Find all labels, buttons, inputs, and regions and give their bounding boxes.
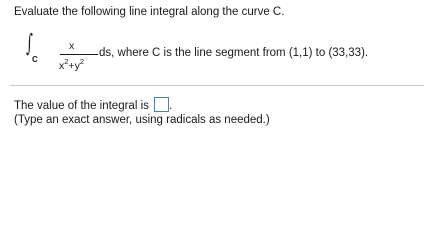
question-prompt: Evaluate the following line integral along the curve C. (14, 6, 285, 18)
answer-period: . (169, 100, 173, 112)
answer-instructions: (Type an exact answer, using radicals as needed.) (14, 114, 270, 126)
integral-description: ds, where C is the line segment from (1,1) to (33,33). (99, 47, 369, 59)
fraction-bar (60, 54, 98, 55)
exponent-x: 2 (64, 57, 69, 66)
integral-symbol: ∫ (26, 29, 33, 57)
integral-subscript: C (32, 55, 38, 64)
denominator-y: y (74, 60, 80, 72)
denominator-x: x (59, 60, 65, 72)
exponent-y: 2 (79, 57, 84, 66)
section-divider (10, 85, 424, 86)
fraction-denominator (59, 57, 84, 72)
answer-label: The value of the integral is (14, 100, 149, 112)
answer-line (14, 97, 172, 112)
answer-input[interactable] (154, 97, 169, 112)
integral-expression (26, 29, 426, 74)
fraction-numerator: x (69, 40, 75, 52)
plus-sign: + (68, 60, 75, 72)
